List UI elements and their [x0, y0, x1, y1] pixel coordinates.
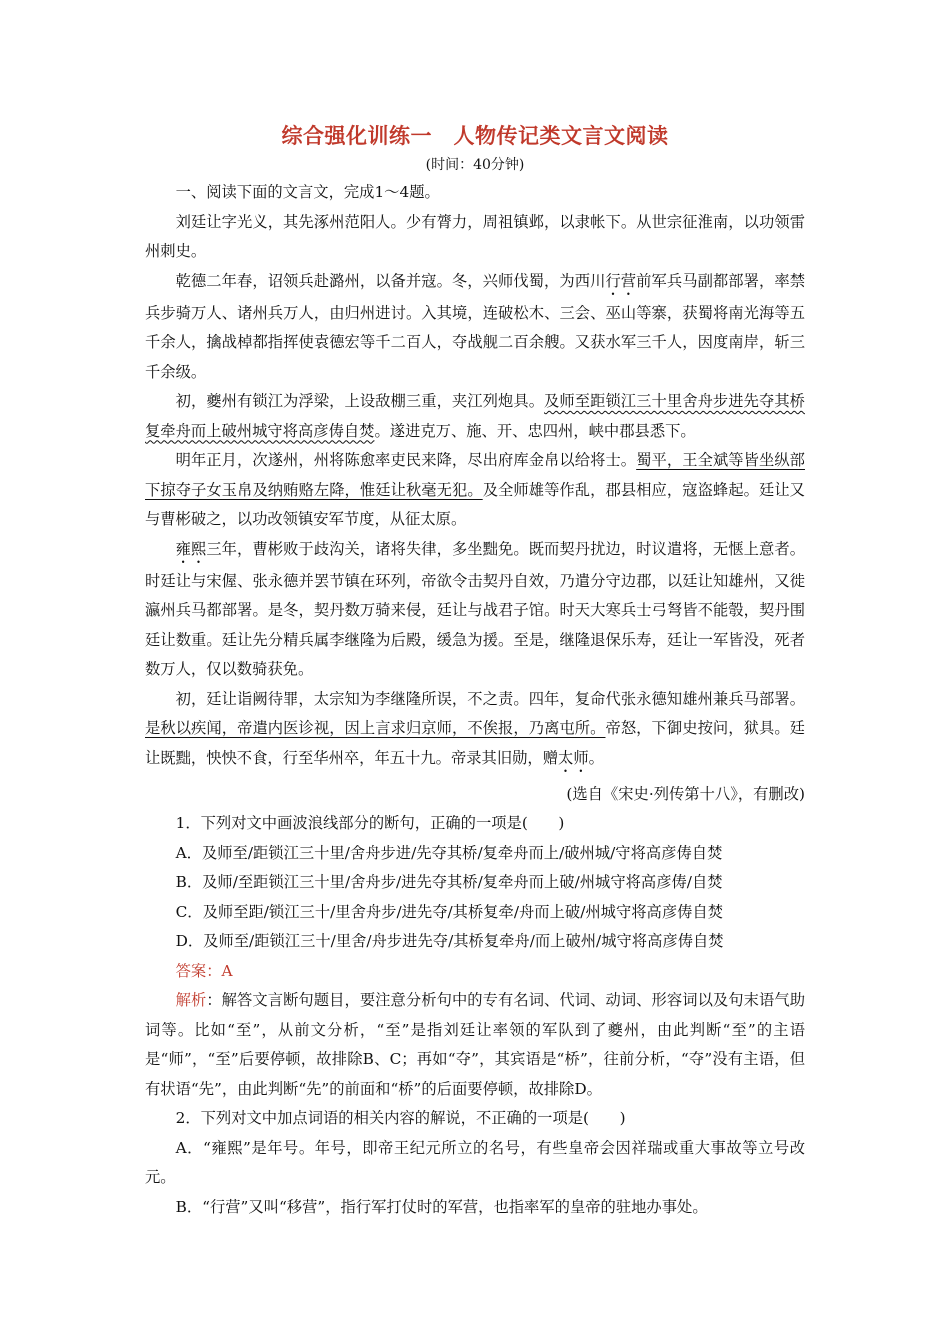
text-segment: 。: [588, 748, 604, 767]
question-2-option-b: B．“行营”又叫“移营”，指行军打仗时的军营，也指率军的皇帝的驻地办事处。: [175, 1197, 708, 1216]
answer-value: A: [221, 961, 233, 980]
question-2-option-a: A．“雍熙”是年号。年号，即帝王纪元所立的名号，有些皇帝会因祥瑞或重大事故等立号改元。: [145, 1138, 805, 1186]
question-1-analysis: [145, 986, 805, 1104]
question-1-stem: 1．下列对文中画波浪线部分的断句，正确的一项是( ): [175, 814, 565, 832]
text-segment: 初，夔州有锁江为浮梁，上设敌棚三重，夹江列炮具。: [175, 392, 545, 410]
question-1-option-b: B．及师/至距锁江三十里/舍舟步/进先夺其桥/复牵舟而上破/州城守将高彦俦/自焚: [175, 873, 723, 891]
analysis-label: 解析: [175, 991, 207, 1009]
text-segment: 帝怒，下御史按问，狱具。廷让既黜，怏怏不食，行至华州卒，年五十九。帝录其旧勋，赠: [145, 719, 805, 767]
dotted-term-xingying: 行营: [605, 271, 637, 290]
passage-paragraph-6: [145, 685, 805, 776]
underlined-sentence-1: 蜀平，王全斌等皆坐纵部下掠夺子女玉帛及纳贿赂左降，惟廷让秋毫无犯。: [145, 451, 805, 499]
answer-label: 答案：: [175, 961, 222, 980]
question-1-option-c: C．及师至距/锁江三十/里舍舟步/进先夺/其桥复牵/舟而上破/州城守将高彦俦自焚: [175, 902, 724, 921]
document-page: [145, 120, 805, 1222]
passage-paragraph-2: [145, 267, 805, 388]
wavy-underlined-sentence: 及师至距锁江三十里舍舟步进先夺其桥复牵舟而上破州城守将高彦俦自焚: [145, 392, 805, 440]
question-1-option-a: A．及师至/距锁江三十里/舍舟步进/先夺其桥/复牵舟而上/破州城/守将高彦俦自焚: [175, 843, 723, 862]
passage-paragraph-4: [145, 446, 805, 535]
passage-paragraph-3: [145, 387, 805, 446]
text-segment: 前军兵马副都部署，率禁兵步骑万人、诸州兵万人，由归州进讨。入其境，连破松木、三会、巫山等寨，获蜀将南光海等五千余人，擒战棹都指挥使袁德宏等千二百人，夺战舰二百余艘。又获水军三千人，因度南岸，斩三千余级。: [145, 271, 805, 381]
dotted-term-taishi: 太师: [558, 748, 589, 767]
text-segment: 明年正月，次遂州，州将陈愈率吏民来降，尽出府库金帛以给将士。: [175, 451, 637, 469]
text-segment: 。遂进克万、施、开、忠四州，峡中郡县悉下。: [374, 421, 696, 440]
question-1-option-d: D．及师至/距锁江三十/里舍/舟步进先夺/其桥复牵舟/而上破州/城守将高彦俦自焚: [175, 932, 724, 950]
time-limit: (时间：40分钟): [425, 157, 525, 173]
text-segment: 初，廷让诣阙待罪，太宗知为李继隆所误，不之责。四年，复命代张永德知雄州兼兵马部署。: [175, 689, 805, 708]
question-2-stem: 2．下列对文中加点词语的相关内容的解说，不正确的一项是( ): [175, 1109, 626, 1127]
text-segment: 三年，曹彬败于歧沟关，诸将失律，多坐黜免。既而契丹扰边，时议遣将，无惬上意者。时廷让与宋偓、张永德并罢节镇在环列，帝欲令击契丹自效，乃遣分守边郡，以廷让知雄州，又徙瀛州兵马都部署。是冬，契丹数万骑来侵，廷让与战君子馆。时天大寒兵士弓弩皆不能彀，契丹围廷让数重。廷让先分精兵属李继隆为后殿，缓急为援。至是，继隆退保乐寿，廷让一军皆没，死者数万人，仅以数骑获免。: [145, 539, 805, 678]
passage-paragraph-5: [145, 535, 805, 685]
underlined-sentence-2: 是秋以疾闻，帝遣内医诊视，因上言求归京师，不俟报，乃离屯所。: [145, 719, 606, 737]
text-segment: 及全师雄等作乱，郡县相应，寇盗蜂起。廷让又与曹彬破之，以功改领镇安军节度，从征太原。: [145, 480, 805, 528]
page-title: 综合强化训练一 人物传记类文言文阅读: [281, 123, 669, 148]
text-segment: 乾德二年春，诏领兵赴潞州，以备并寇。冬，兴师伐蜀，为西川: [175, 271, 606, 290]
question-1-answer: [145, 957, 805, 987]
passage-source: (选自《宋史·列传第十八》，有删改): [566, 784, 805, 803]
instruction: 一、阅读下面的文言文，完成1～4题。: [175, 183, 440, 201]
dotted-term-yongxi: 雍熙: [175, 539, 207, 558]
analysis-text: ：解答文言断句题目，要注意分析句中的专有名词、代词、动词、形容词以及句末语气助词等。比如“至”，从前文分析，“至”是指刘廷让率领的军队到了夔州，由此判断“至”的主语是“师”，“至”后要停顿，故排除B、C；再如“夺”，其宾语是“桥”，往前分析，“夺”没有主语，但有状语“先”，由此判断“先”的前面和“桥”的后面要停顿，故排除D。: [145, 991, 805, 1098]
passage-paragraph-1: 刘廷让字光义，其先涿州范阳人。少有膂力，周祖镇邺，以隶帐下。从世宗征淮南，以功领雷州刺史。: [145, 212, 805, 260]
